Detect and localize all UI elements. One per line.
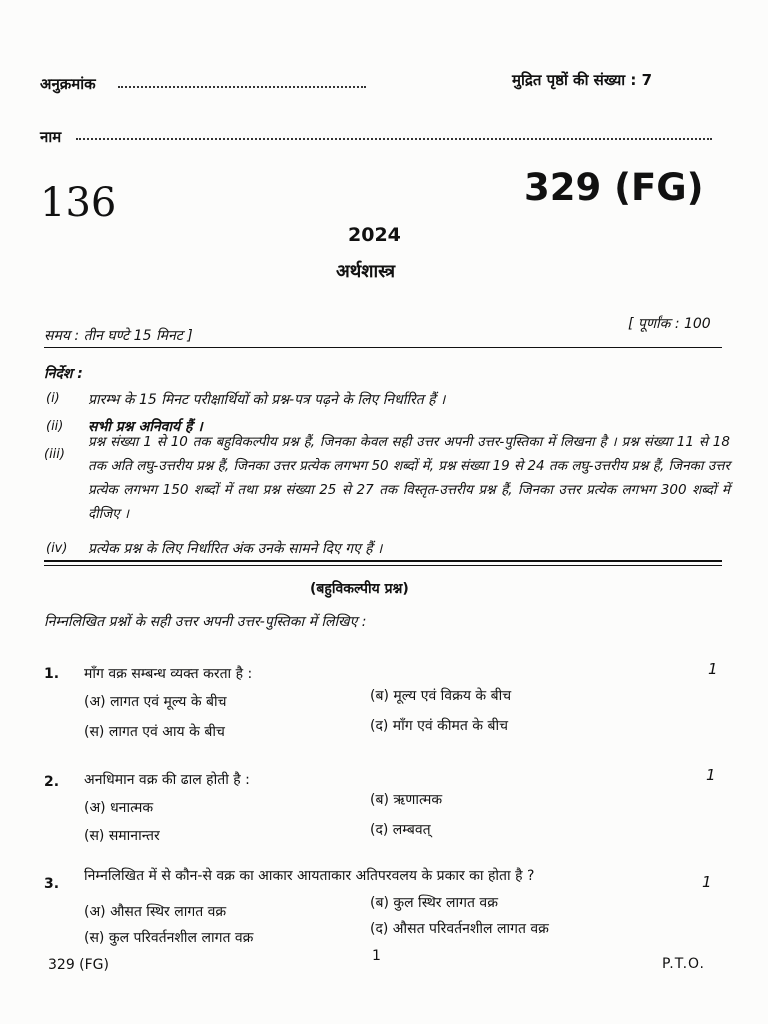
option-b: (ब) कुल स्थिर लागत वक्र bbox=[370, 895, 498, 911]
instruction-text: प्रश्न संख्या 1 से 10 तक बहुविकल्पीय प्रश्न हैं, जिनका केवल सही उत्तर अपनी उत्तर-पुस्तिका में लिखना है । प्रश्न संख्या 11 से 18 तक अति लघु-उत्तरीय प्रश्न हैं, जिनका उत्तर प्रत्येक लगभग 50 शब्दों में, प्रश्न संख्या 19 से 24 तक लघु-उत्तरीय प्रश्न हैं, जिनका उत्तर प्रत्येक लगभग 150 शब्दों में तथा प्रश्न संख्या 25 से 27 तक विस्तृत-उत्तरीय प्रश्न हैं, जिनका उत्तर प्रत्येक लगभग 300 शब्दों में दीजिए । bbox=[88, 434, 730, 522]
question-number: 2. bbox=[44, 774, 60, 790]
time-allowed: समय : तीन घण्टे 15 मिनट ] bbox=[44, 328, 193, 344]
subject-title: अर्थशास्त्र bbox=[336, 261, 396, 282]
option-c: (स) समानान्तर bbox=[84, 828, 160, 844]
footer-paper-code: 329 (FG) bbox=[48, 957, 109, 973]
option-d: (द) माँग एवं कीमत के बीच bbox=[370, 718, 509, 734]
option-a: (अ) औसत स्थिर लागत वक्र bbox=[84, 904, 227, 920]
question-text: निम्नलिखित में से कौन-से वक्र का आकार आयताकार अतिपरवलय के प्रकार का होता है ? bbox=[84, 868, 535, 884]
option-d: (द) औसत परिवर्तनशील लागत वक्र bbox=[370, 921, 549, 937]
name-label: नाम bbox=[40, 128, 62, 146]
roll-number-label: अनुक्रमांक bbox=[40, 75, 96, 93]
option-b: (ब) मूल्य एवं विक्रय के बीच bbox=[370, 688, 512, 704]
instruction-text: प्रारम्भ के 15 मिनट परीक्षार्थियों को प्रश्न-पत्र पढ़ने के लिए निर्धारित हैं । bbox=[88, 392, 446, 408]
name-field[interactable] bbox=[76, 138, 712, 140]
double-rule-bottom bbox=[44, 565, 722, 566]
double-rule-top bbox=[44, 560, 722, 562]
exam-year: 2024 bbox=[348, 224, 401, 246]
question-marks: 1 bbox=[702, 873, 712, 891]
option-b: (ब) ऋणात्मक bbox=[370, 792, 443, 808]
option-a: (अ) धनात्मक bbox=[84, 800, 154, 816]
section-instruction: निम्नलिखित प्रश्नों के सही उत्तर अपनी उत्तर-पुस्तिका में लिखिए : bbox=[44, 614, 367, 630]
option-c: (स) कुल परिवर्तनशील लागत वक्र bbox=[84, 930, 254, 946]
please-turn-over: P.T.O. bbox=[662, 956, 705, 972]
option-a: (अ) लागत एवं मूल्य के बीच bbox=[84, 694, 227, 710]
max-marks: [ पूर्णांक : 100 bbox=[628, 316, 711, 332]
roll-number-field[interactable] bbox=[118, 86, 366, 88]
instruction-number: (iv) bbox=[46, 541, 68, 556]
printed-pages-label: मुद्रित पृष्ठों की संख्या : 7 bbox=[512, 71, 653, 89]
question-marks: 1 bbox=[706, 766, 716, 784]
page-number: 1 bbox=[372, 948, 381, 964]
question-marks: 1 bbox=[708, 660, 718, 678]
question-text: अनधिमान वक्र की ढाल होती है : bbox=[84, 772, 250, 788]
paper-code: 329 (FG) bbox=[524, 166, 704, 209]
center-code: 136 bbox=[40, 180, 117, 226]
option-d: (द) लम्बवत् bbox=[370, 822, 431, 838]
option-c: (स) लागत एवं आय के बीच bbox=[84, 724, 225, 740]
instruction-text: सभी प्रश्न अनिवार्य हैं । bbox=[88, 419, 203, 435]
instruction-number: (iii) bbox=[44, 447, 65, 462]
instruction-text: प्रत्येक प्रश्न के लिए निर्धारित अंक उनके सामने दिए गए हैं । bbox=[88, 541, 383, 557]
instruction-number: (ii) bbox=[46, 419, 64, 434]
instructions-title: निर्देश : bbox=[44, 366, 83, 382]
question-number: 1. bbox=[44, 666, 60, 682]
section-title: (बहुविकल्पीय प्रश्न) bbox=[310, 581, 409, 597]
question-text: माँग वक्र सम्बन्ध व्यक्त करता है : bbox=[84, 666, 253, 682]
question-number: 3. bbox=[44, 876, 60, 892]
instruction-number: (i) bbox=[46, 391, 60, 406]
top-rule bbox=[44, 347, 722, 348]
